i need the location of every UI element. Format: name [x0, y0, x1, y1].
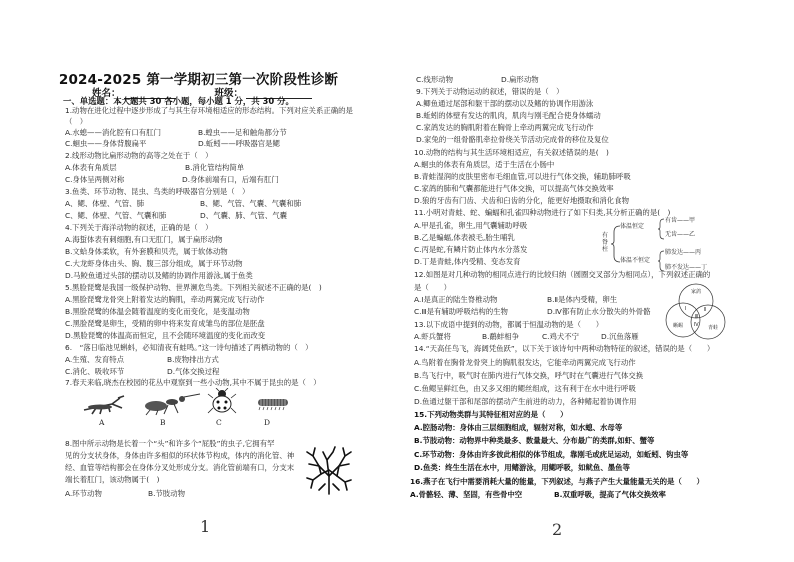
question-1-option-d: D.蚯蚓——呼吸器官是鳃: [198, 139, 280, 148]
question-8-option-c: C.线形动物: [416, 75, 454, 84]
name-label: 姓名：: [92, 88, 121, 99]
question-4-option-b: B.文蛤身体柔软，有外套膜和贝壳，属于软体动物: [65, 247, 228, 256]
question-9-stem: 9.下列关于动物运动的叙述，错误的是（ ）: [416, 87, 564, 96]
question-11-option-a: A.甲是孔雀，卵生,用气囊辅助呼吸: [414, 221, 528, 230]
question-3-stem: 3.鱼类、环节动物、昆虫、鸟类的呼吸器官分别是（ ）: [65, 187, 250, 196]
tree-leaf-4: 肺不发达——丁: [665, 264, 708, 271]
question-4-option-d: D.马鲛鱼通过头部的摆动以及鳍的协调作用游泳,属于鱼类: [65, 271, 253, 280]
question-15-option-b: B.节肢动物：动物界中种类最多、数量最大、分布最广的类群,如虾、蟹等: [414, 436, 655, 445]
question-13-option-c: C.鸡犬不宁: [542, 332, 580, 341]
venn-region-1: Ⅰ: [685, 306, 687, 312]
classification-tree: [602, 217, 722, 272]
question-14-stem: 14.“天高任鸟飞，海阔凭鱼跃”，以下关于该诗句中两种动物特征的叙述，错误的是（ ）: [414, 344, 715, 353]
tree-leaf-1: 有齿——甲: [665, 217, 696, 224]
question-10-option-d: D.狼的牙齿有门齿、犬齿和臼齿的分化，能更好地摄取和消化食物: [414, 196, 629, 205]
page-number: 2: [552, 520, 563, 539]
question-10-option-c: C.家鸽的肺和气囊都能进行气体交换，可以提高气体交换效率: [414, 184, 614, 193]
question-14-option-a: A.鸟附着在胸骨龙骨突上的胸肌很发达，它能牵动两翼完成飞行动作: [414, 358, 636, 367]
figure-label-d: D: [264, 418, 271, 427]
question-5-option-d: D.黑脸琵鹭的体温高而恒定，且不会随环境温度的变化而改变: [65, 331, 266, 340]
tree-brace-icon: [657, 218, 665, 240]
question-2-option-c: C.身体呈两侧对称: [65, 175, 125, 184]
tree-leaf-3: 肺发达——丙: [665, 249, 702, 256]
question-1-option-b: B.蝗虫——足和触角都分节: [198, 128, 287, 137]
ant-icon: [142, 390, 202, 416]
tree-brace-icon: [657, 250, 665, 272]
question-15-option-a: A.腔肠动物：身体由三层细胞组成，辐射对称，如水螅、水母等: [414, 423, 623, 432]
question-16-stem: 16.燕子在飞行中需要消耗大量的能量，下列叙述，与燕子产生大量能量无关的是（ ）: [410, 477, 704, 486]
exam-page-2: [397, 0, 794, 562]
millipede-icon: [256, 395, 292, 411]
question-15-option-c: C.环节动物：身体由许多彼此相似的体节组成，靠刚毛或疣足运动，如蚯蚓、钩虫等: [414, 450, 689, 459]
question-12-option-a: A.Ⅰ是真正的陆生脊椎动物: [414, 295, 498, 304]
question-9-option-a: A.鲫鱼通过尾部和躯干部的摆动以及鳍的协调作用游泳: [416, 99, 594, 108]
question-5-option-c: C.黑脸琵鹭是卵生，受精的卵中将来发育成雏鸟的部位是胚盘: [65, 319, 265, 328]
question-14-option-b: B.鸟飞行中，吸气时在肺内进行气体交换，呼气时在气囊进行气体交换: [414, 371, 644, 380]
question-14-option-c: C.鱼鳃呈鲜红色，由又多又细的鳃丝组成，这有利于在水中进行呼吸: [414, 384, 636, 393]
venn-label-right: 青蛙: [708, 325, 719, 331]
venn-label-left: 蜥蜴: [673, 323, 684, 329]
question-8-option-b: B.节肢动物: [148, 489, 185, 498]
question-8-line-1: 8.图中所示动物是长着一个“头”和许多个“屁股”的虫子,它拥有罕: [65, 439, 275, 448]
question-6-option-c: C.消化、吸收环节: [65, 367, 125, 376]
question-1-option-a: A.水螅——消化腔有口有肛门: [65, 128, 161, 137]
question-8-line-3: 经、血管等结构都会在身体分叉处形成分支。消化管前端有口，分支末: [65, 463, 295, 472]
question-3-option-a: A、鳃、体壁、气管、肺: [65, 199, 144, 208]
question-13-option-a: A.虾兵蟹将: [414, 332, 451, 341]
tree-branch-1: 体温恒定: [620, 223, 645, 230]
question-5-option-a: A.黑脸琵鹭龙骨突上附着发达的胸肌，牵动两翼完成飞行动作: [65, 295, 265, 304]
question-7-stem: 7.春天来临,晓杰在校园的花丛中观察到一些小动物,其中不属于昆虫的是（ ）: [65, 378, 321, 387]
question-1-option-c: C.蛔虫——身体背腹扁平: [65, 139, 147, 148]
question-9-option-c: C.家鸽发达的胸肌附着在胸骨上牵动两翼完成飞行动作: [416, 123, 594, 132]
question-11-option-b: B.乙是蝙蝠,体表被毛,胎生哺乳: [414, 233, 515, 242]
question-10-option-b: B.青蛙湿润的皮肤里密布毛细血管,可以进行气体交换，辅助肺呼吸: [414, 172, 631, 181]
question-2-option-a: A.体表有角质层: [65, 163, 117, 172]
question-8-line-4: 端长着肛门，该动物属于( ): [65, 475, 160, 484]
venn-label-top: 家鸽: [691, 289, 702, 295]
question-12-option-d: D.Ⅳ都有防止水分散失的外骨骼: [547, 307, 651, 316]
question-3-option-d: D、气囊、肺、气管、气囊: [200, 211, 287, 220]
venn-region-4: Ⅳ: [694, 322, 699, 328]
question-10-stem: 10.动物的结构与其生活环境相适应，有关叙述错误的是( ): [414, 148, 609, 157]
figure-label-a: A: [99, 418, 105, 427]
tree-root: 有脊柱: [602, 232, 609, 253]
question-4-option-a: A.海蜇体表有刺细胞,有口无肛门，属于扁形动物: [65, 235, 223, 244]
venn-region-3: Ⅲ: [695, 314, 699, 320]
ladybug-icon: [207, 388, 237, 416]
tree-branch-2: 体温不恒定: [620, 257, 651, 264]
question-9-option-d: D.家兔的一组骨骼肌牵拉骨绕关节活动完成骨的移位及复位: [416, 135, 609, 144]
question-4-stem: 4.下列关于海洋动物的叙述，正确的是（ ）: [65, 223, 213, 232]
exam-title: 2024-2025 第一学期初三第一次阶段性诊断: [58, 72, 339, 88]
mantis-icon: [82, 392, 127, 416]
question-6-option-b: B.废物排出方式: [167, 355, 219, 364]
tree-leaf-2: 无齿——乙: [665, 231, 696, 238]
branching-worm-icon: [305, 446, 353, 496]
question-12-option-b: B.Ⅱ是体内受精，卵生: [547, 295, 618, 304]
question-11-option-d: D.丁是青蛙,体内受精、变态发育: [414, 257, 521, 266]
question-8-line-2: 见的分支状身体，身体由许多相似的环状体节构成，体内的消化管、神: [65, 451, 295, 460]
question-4-option-c: C.大龙虾身体由头、胸、腹三部分组成，属于环节动物: [65, 259, 243, 268]
question-1-stem: 1.动物在进化过程中逐步形成了与其生存环境相适应的形态结构。下列对应关系正确的是: [65, 106, 353, 115]
question-16-option-a: A.骨骼轻、薄、坚固，有些骨中空: [410, 490, 523, 499]
venn-region-2: Ⅱ: [704, 307, 707, 313]
page-number: 1: [200, 517, 211, 536]
question-14-option-d: D.鱼通过躯干部和尾部的摆动产生前进的动力，各种鳍起着协调作用: [414, 397, 637, 406]
question-13-option-d: D.沉鱼落雁: [601, 332, 639, 341]
figure-label-c: C: [216, 418, 222, 427]
question-15-stem: 15.下列动物类群与其特征相对应的是（ ）: [414, 410, 568, 419]
question-9-option-b: B.蚯蚓的体壁有发达的肌肉，肌肉与刚毛配合使身体蠕动: [416, 111, 601, 120]
question-8-option-a: A.环节动物: [65, 489, 102, 498]
section-heading: 一、单选题：本大题共 30 各小题，每小题 1 分，共 30 分。: [63, 96, 294, 106]
question-6-option-d: D.气体交换过程: [167, 367, 220, 376]
question-10-option-a: A.蛔虫的体表有角质层，适于生活在小肠中: [414, 160, 555, 169]
question-11-option-c: C.丙是蛇,有鳞片防止体内水分蒸发: [414, 245, 528, 254]
question-1-paren: （ ）: [65, 117, 88, 126]
question-13-option-b: B.鹬蚌相争: [482, 332, 519, 341]
question-6-stem: 6. “落日临池见蝌蚪，必知清夜有蛙鸣。”这一诗句描述了两栖动物的（ ）: [65, 343, 313, 352]
question-2-option-b: B.消化管结构简单: [185, 163, 245, 172]
question-8-option-d: D.扁形动物: [501, 75, 539, 84]
question-12-option-c: C.Ⅲ是有辅助呼吸结构的生物: [414, 307, 508, 316]
question-11-stem: 11.小明对青蛙、蛇、蝙蝠和孔雀四种动物进行了如下归类,其分析正确的是( ): [414, 208, 671, 217]
class-label: 班级：: [214, 88, 243, 99]
question-5-option-b: B.黑脸琵鹭的体温会随着温度的变化而变化，是变温动物: [65, 307, 250, 316]
question-2-option-d: D.身体前端有口，后端有肛门: [182, 175, 279, 184]
question-16-option-b: B.双重呼吸，提高了气体交换效率: [554, 490, 666, 499]
figure-label-b: B: [160, 418, 166, 427]
question-12-line-1: 12.如图是对几种动物的相同点进行的比较归纳（圆圈交叉部分为相同点），下列叙述正确的: [414, 270, 711, 279]
venn-diagram: [661, 282, 731, 344]
question-13-stem: 13.以下成语中提到的动物，都属于恒温动物的是（ ）: [414, 320, 604, 329]
question-3-option-c: C、鳃、体壁、气管、气囊和肺: [65, 211, 167, 220]
question-12-line-2: 是（ ）: [414, 283, 451, 292]
question-5-stem: 5.黑脸琵鹭是我国一级保护动物、世界濒危鸟类。下列相关叙述不正确的是( ): [65, 283, 322, 292]
question-3-option-b: B、鳃、气管、气囊、气囊和肺: [200, 199, 302, 208]
question-15-option-d: D.鱼类：终生生活在水中，用鳍游泳，用鳃呼吸，如鱿鱼、墨鱼等: [414, 463, 630, 472]
question-2-stem: 2.线形动物比扁形动物的高等之处在于（ ）: [65, 151, 213, 160]
question-6-option-a: A.生殖、发育特点: [65, 355, 125, 364]
